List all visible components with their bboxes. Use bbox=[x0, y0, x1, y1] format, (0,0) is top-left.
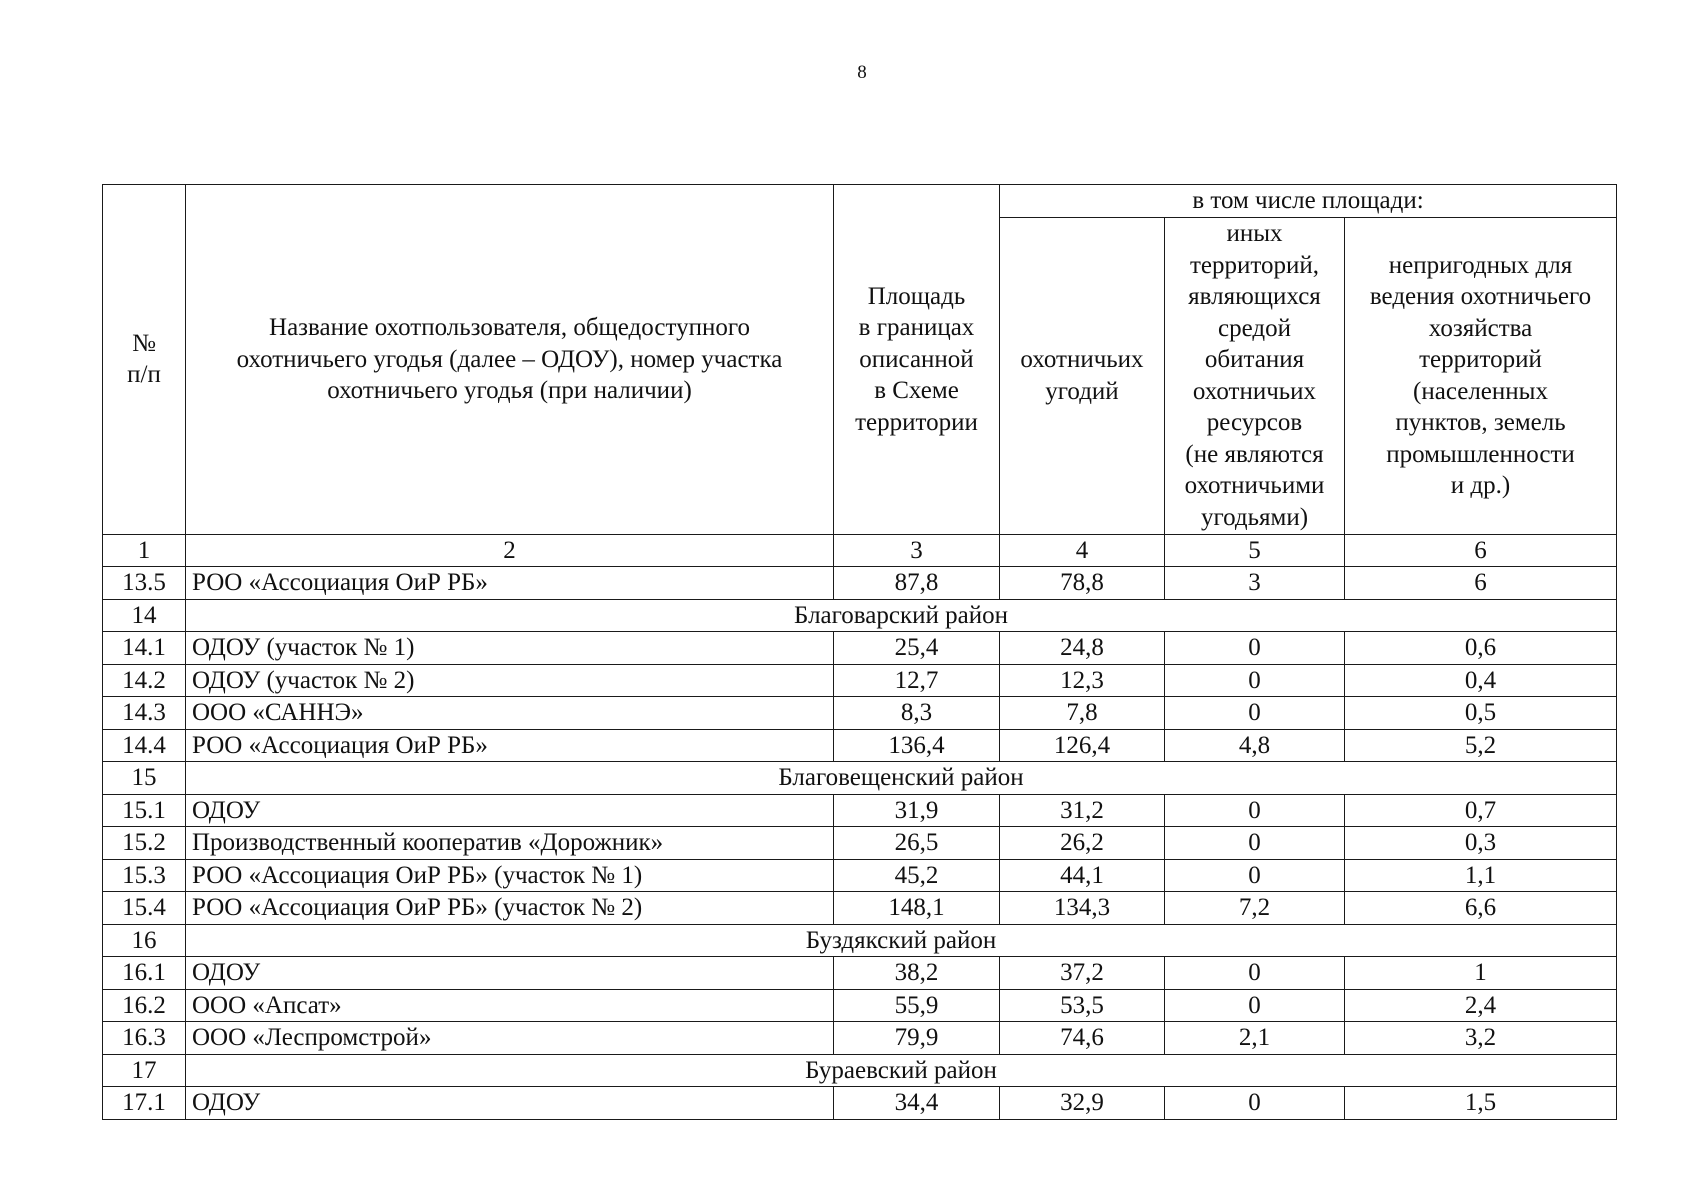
district-title: Благоварский район bbox=[186, 599, 1617, 632]
hunting-grounds-cell: 26,2 bbox=[1000, 827, 1165, 860]
table-row bbox=[103, 697, 1617, 730]
hunting-grounds-cell: 37,2 bbox=[1000, 957, 1165, 990]
row-name: Производственный кооператив «Дорожник» bbox=[186, 827, 834, 860]
row-name: РОО «Ассоциация ОиР РБ» bbox=[186, 567, 834, 600]
hunting-grounds-cell: 31,2 bbox=[1000, 794, 1165, 827]
other-territories-cell: 0 bbox=[1165, 1087, 1345, 1120]
other-territories-cell: 0 bbox=[1165, 664, 1345, 697]
table-row bbox=[103, 892, 1617, 925]
district-title: Буздякский район bbox=[186, 924, 1617, 957]
total-area-cell: 38,2 bbox=[834, 957, 1000, 990]
total-area-cell: 25,4 bbox=[834, 632, 1000, 665]
hunting-grounds-cell: 24,8 bbox=[1000, 632, 1165, 665]
header-row-number: № п/п bbox=[103, 185, 186, 535]
header-other-territories: иных территорий, являющихся средой обитания охотничьих ресурсов (не являются охотничьими угодьями) bbox=[1165, 217, 1345, 534]
row-name: РОО «Ассоциация ОиР РБ» bbox=[186, 729, 834, 762]
total-area-cell: 8,3 bbox=[834, 697, 1000, 730]
table-header bbox=[103, 185, 1617, 567]
total-area-cell: 55,9 bbox=[834, 989, 1000, 1022]
header-hunting-grounds: охотничьих угодий bbox=[1000, 217, 1165, 534]
column-number: 4 bbox=[1000, 534, 1165, 567]
other-territories-cell: 0 bbox=[1165, 827, 1345, 860]
row-name: ОДОУ bbox=[186, 957, 834, 990]
unsuitable-territories-cell: 1,1 bbox=[1345, 859, 1617, 892]
total-area-cell: 136,4 bbox=[834, 729, 1000, 762]
total-area-cell: 79,9 bbox=[834, 1022, 1000, 1055]
table-row bbox=[103, 1022, 1617, 1055]
column-number: 2 bbox=[186, 534, 834, 567]
table-row bbox=[103, 859, 1617, 892]
table-row bbox=[103, 989, 1617, 1022]
row-name: ОДОУ bbox=[186, 794, 834, 827]
district-row bbox=[103, 1054, 1617, 1087]
table-row bbox=[103, 729, 1617, 762]
row-name: ООО «САННЭ» bbox=[186, 697, 834, 730]
row-number: 16.2 bbox=[103, 989, 186, 1022]
row-name: ОДОУ (участок № 1) bbox=[186, 632, 834, 665]
header-unsuitable-territories: непригодных для ведения охотничьего хозяйства территорий (населенных пунктов, земель промышленности и др.) bbox=[1345, 217, 1617, 534]
row-number: 14 bbox=[103, 599, 186, 632]
row-name: РОО «Ассоциация ОиР РБ» (участок № 1) bbox=[186, 859, 834, 892]
other-territories-cell: 0 bbox=[1165, 989, 1345, 1022]
table-row bbox=[103, 794, 1617, 827]
other-territories-cell: 0 bbox=[1165, 957, 1345, 990]
unsuitable-territories-cell: 0,3 bbox=[1345, 827, 1617, 860]
row-number: 14.4 bbox=[103, 729, 186, 762]
row-number: 17.1 bbox=[103, 1087, 186, 1120]
district-row bbox=[103, 924, 1617, 957]
header-including-areas: в том числе площади: bbox=[1000, 185, 1617, 218]
row-number: 14.1 bbox=[103, 632, 186, 665]
total-area-cell: 34,4 bbox=[834, 1087, 1000, 1120]
row-number: 17 bbox=[103, 1054, 186, 1087]
row-number: 16.1 bbox=[103, 957, 186, 990]
other-territories-cell: 0 bbox=[1165, 632, 1345, 665]
district-title: Бураевский район bbox=[186, 1054, 1617, 1087]
hunting-grounds-cell: 53,5 bbox=[1000, 989, 1165, 1022]
row-name: РОО «Ассоциация ОиР РБ» (участок № 2) bbox=[186, 892, 834, 925]
total-area-cell: 148,1 bbox=[834, 892, 1000, 925]
table-row bbox=[103, 957, 1617, 990]
hunting-areas-table bbox=[102, 184, 1617, 1120]
row-number: 15.1 bbox=[103, 794, 186, 827]
row-number: 14.2 bbox=[103, 664, 186, 697]
unsuitable-territories-cell: 3,2 bbox=[1345, 1022, 1617, 1055]
header-name: Название охотпользователя, общедоступного охотничьего угодья (далее – ОДОУ), номер участка охотничьего угодья (при наличии) bbox=[186, 185, 834, 535]
hunting-grounds-cell: 126,4 bbox=[1000, 729, 1165, 762]
column-number: 6 bbox=[1345, 534, 1617, 567]
unsuitable-territories-cell: 0,5 bbox=[1345, 697, 1617, 730]
hunting-grounds-cell: 74,6 bbox=[1000, 1022, 1165, 1055]
table-row bbox=[103, 1087, 1617, 1120]
page-number: 8 bbox=[857, 62, 867, 83]
unsuitable-territories-cell: 5,2 bbox=[1345, 729, 1617, 762]
row-name: ОДОУ (участок № 2) bbox=[186, 664, 834, 697]
column-number: 3 bbox=[834, 534, 1000, 567]
district-row bbox=[103, 762, 1617, 795]
hunting-grounds-cell: 134,3 bbox=[1000, 892, 1165, 925]
unsuitable-territories-cell: 0,4 bbox=[1345, 664, 1617, 697]
hunting-grounds-cell: 7,8 bbox=[1000, 697, 1165, 730]
other-territories-cell: 3 bbox=[1165, 567, 1345, 600]
total-area-cell: 31,9 bbox=[834, 794, 1000, 827]
other-territories-cell: 0 bbox=[1165, 859, 1345, 892]
row-name: ООО «Леспромстрой» bbox=[186, 1022, 834, 1055]
table-body bbox=[103, 567, 1617, 1120]
row-number: 15.2 bbox=[103, 827, 186, 860]
row-number: 15.4 bbox=[103, 892, 186, 925]
column-number: 5 bbox=[1165, 534, 1345, 567]
row-number: 16 bbox=[103, 924, 186, 957]
unsuitable-territories-cell: 1 bbox=[1345, 957, 1617, 990]
other-territories-cell: 4,8 bbox=[1165, 729, 1345, 762]
row-number: 15.3 bbox=[103, 859, 186, 892]
unsuitable-territories-cell: 2,4 bbox=[1345, 989, 1617, 1022]
row-name: ООО «Апсат» bbox=[186, 989, 834, 1022]
row-number: 16.3 bbox=[103, 1022, 186, 1055]
row-number: 15 bbox=[103, 762, 186, 795]
header-total-area: Площадь в границах описанной в Схеме территории bbox=[834, 185, 1000, 535]
row-number: 14.3 bbox=[103, 697, 186, 730]
table-row bbox=[103, 827, 1617, 860]
other-territories-cell: 0 bbox=[1165, 697, 1345, 730]
other-territories-cell: 0 bbox=[1165, 794, 1345, 827]
total-area-cell: 45,2 bbox=[834, 859, 1000, 892]
hunting-grounds-cell: 44,1 bbox=[1000, 859, 1165, 892]
total-area-cell: 12,7 bbox=[834, 664, 1000, 697]
row-name: ОДОУ bbox=[186, 1087, 834, 1120]
column-number-row bbox=[103, 534, 1617, 567]
row-number: 13.5 bbox=[103, 567, 186, 600]
unsuitable-territories-cell: 6 bbox=[1345, 567, 1617, 600]
total-area-cell: 87,8 bbox=[834, 567, 1000, 600]
other-territories-cell: 7,2 bbox=[1165, 892, 1345, 925]
district-title: Благовещенский район bbox=[186, 762, 1617, 795]
total-area-cell: 26,5 bbox=[834, 827, 1000, 860]
table-row bbox=[103, 632, 1617, 665]
table-row bbox=[103, 664, 1617, 697]
table-row bbox=[103, 567, 1617, 600]
district-row bbox=[103, 599, 1617, 632]
unsuitable-territories-cell: 0,7 bbox=[1345, 794, 1617, 827]
unsuitable-territories-cell: 0,6 bbox=[1345, 632, 1617, 665]
unsuitable-territories-cell: 6,6 bbox=[1345, 892, 1617, 925]
other-territories-cell: 2,1 bbox=[1165, 1022, 1345, 1055]
unsuitable-territories-cell: 1,5 bbox=[1345, 1087, 1617, 1120]
column-number: 1 bbox=[103, 534, 186, 567]
hunting-grounds-cell: 32,9 bbox=[1000, 1087, 1165, 1120]
hunting-grounds-cell: 78,8 bbox=[1000, 567, 1165, 600]
hunting-grounds-cell: 12,3 bbox=[1000, 664, 1165, 697]
